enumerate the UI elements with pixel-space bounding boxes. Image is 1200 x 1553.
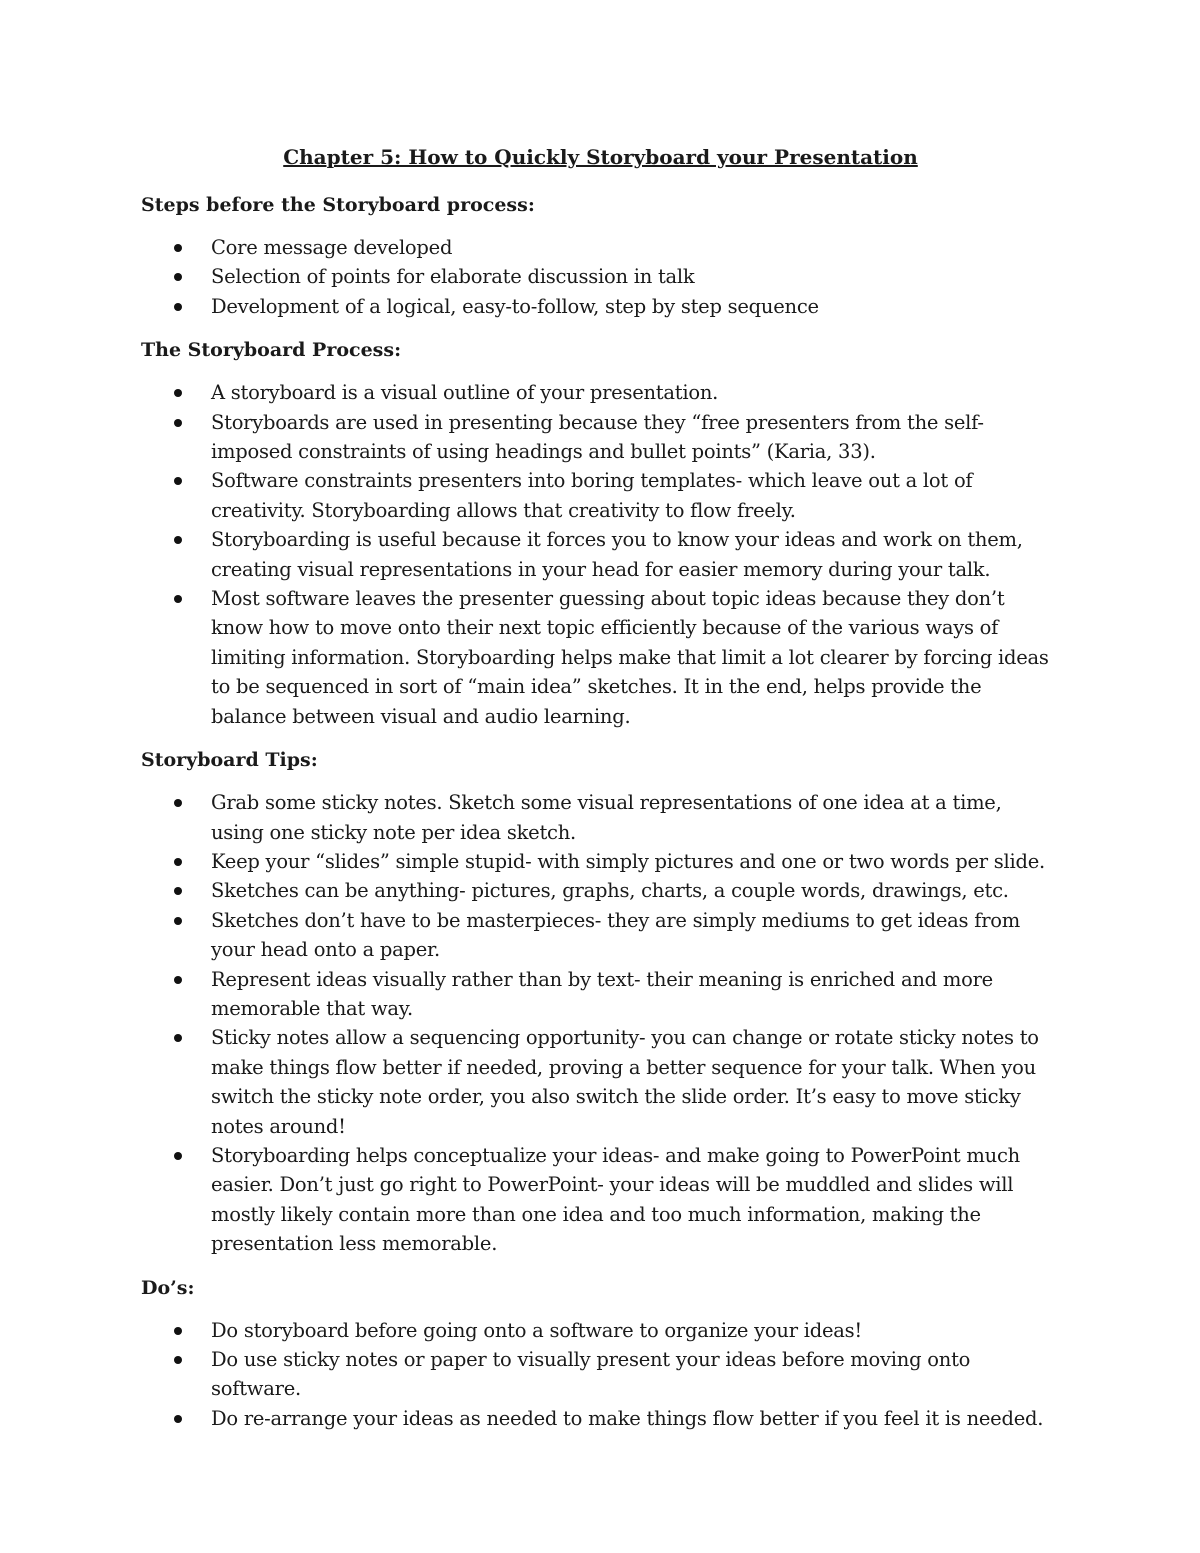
bullet-icon xyxy=(174,858,182,866)
list-item xyxy=(141,1141,1060,1259)
bullet-icon xyxy=(174,799,182,807)
bullet-icon xyxy=(174,1327,182,1335)
bullet-icon xyxy=(174,1152,182,1160)
list-item xyxy=(141,233,1060,262)
list-item-text: Do use sticky notes or paper to visually present your ideas before moving onto software. xyxy=(211,1348,971,1401)
bullet-icon xyxy=(174,244,182,252)
bullet-icon xyxy=(174,887,182,895)
bullet-icon xyxy=(174,273,182,281)
list-item xyxy=(141,1023,1060,1141)
bullet-list-storyboard-process xyxy=(141,378,1060,731)
list-item-text: Software constraints presenters into boring templates- which leave out a lot of creativity. Storyboarding allows that creativity to flow freely. xyxy=(211,469,973,522)
bullet-list-steps-before xyxy=(141,233,1060,321)
list-item xyxy=(141,788,1060,847)
list-item xyxy=(141,292,1060,321)
list-item xyxy=(141,408,1060,467)
bullet-icon xyxy=(174,1034,182,1042)
list-item xyxy=(141,965,1060,1024)
list-item xyxy=(141,1404,1060,1433)
bullet-icon xyxy=(174,917,182,925)
list-item-text: Storyboarding is useful because it forces you to know your ideas and work on them, creating visual representations in your head for easier memory during your talk. xyxy=(211,528,1023,581)
section-heading-storyboard-process: The Storyboard Process: xyxy=(141,339,402,362)
list-item-text: Keep your “slides” simple stupid- with simply pictures and one or two words per slide. xyxy=(211,849,1045,873)
list-item xyxy=(141,525,1060,584)
list-item xyxy=(141,466,1060,525)
list-item xyxy=(141,1316,1060,1345)
bullet-icon xyxy=(174,419,182,427)
list-item xyxy=(141,847,1060,876)
list-item-text: Grab some sticky notes. Sketch some visual representations of one idea at a time, using one sticky note per idea sketch. xyxy=(211,791,1002,844)
list-item-text: Do re-arrange your ideas as needed to make things flow better if you feel it is needed. xyxy=(211,1406,1044,1430)
list-item-text: Storyboards are used in presenting because they “free presenters from the self-imposed constraints of using headings and bullet points” (Karia, 33). xyxy=(211,410,984,464)
section-heading-steps-before: Steps before the Storyboard process: xyxy=(141,194,535,216)
bullet-icon xyxy=(174,976,182,984)
section-heading-storyboard-tips: Storyboard Tips: xyxy=(141,749,318,772)
bullet-icon xyxy=(174,536,182,544)
list-item-text: Do storyboard before going onto a software to organize your ideas! xyxy=(211,1318,862,1342)
list-item xyxy=(141,584,1060,731)
list-item-text: Sketches don’t have to be masterpieces- they are simply mediums to get ideas from your head onto a paper. xyxy=(211,908,1021,962)
list-item-text: Sticky notes allow a sequencing opportunity- you can change or rotate sticky notes to make things flow better if needed, proving a better sequence for your talk. When you switch the sticky note order, you also switch the slide order. It’s easy to move sticky notes around! xyxy=(211,1026,1039,1138)
list-item xyxy=(141,262,1060,291)
list-item xyxy=(141,1345,1060,1404)
bullet-icon xyxy=(174,1356,182,1364)
bullet-icon xyxy=(174,1415,182,1423)
bullet-icon xyxy=(174,303,182,311)
section-heading-dos: Do’s: xyxy=(141,1276,195,1299)
bullet-list-storyboard-tips xyxy=(141,788,1060,1259)
list-item-text: Represent ideas visually rather than by text- their meaning is enriched and more memorable that way. xyxy=(211,967,993,1020)
list-item xyxy=(141,378,1060,407)
list-item-text: Most software leaves the presenter guessing about topic ideas because they don’t know how to move onto their next topic efficiently because of the various ways of limiting information. Storyboarding helps make that limit a lot clearer by forcing ideas to be sequenced in sort of “main idea” sketches. It in the end, helps provide the balance between visual and audio learning. xyxy=(211,587,1049,728)
list-item-text: A storyboard is a visual outline of your presentation. xyxy=(211,381,719,405)
list-item-text: Core message developed xyxy=(211,236,453,259)
list-item-text: Sketches can be anything- pictures, graphs, charts, a couple words, drawings, etc. xyxy=(211,879,1009,903)
page-title: Chapter 5: How to Quickly Storyboard your Presentation xyxy=(283,145,918,169)
bullet-icon xyxy=(174,477,182,485)
list-item xyxy=(141,906,1060,965)
bullet-icon xyxy=(174,595,182,603)
list-item-text: Storyboarding helps conceptualize your ideas- and make going to PowerPoint much easier. Don’t just go right to PowerPoint- your ideas will be muddled and slides will mostly likely contain more than one idea and too much information, making the presentation less memorable. xyxy=(211,1143,1020,1256)
bullet-icon xyxy=(174,389,182,397)
list-item-text: Selection of points for elaborate discussion in talk xyxy=(211,265,695,289)
list-item xyxy=(141,876,1060,905)
bullet-list-dos xyxy=(141,1316,1060,1434)
list-item-text: Development of a logical, easy-to-follow, step by step sequence xyxy=(211,294,819,318)
